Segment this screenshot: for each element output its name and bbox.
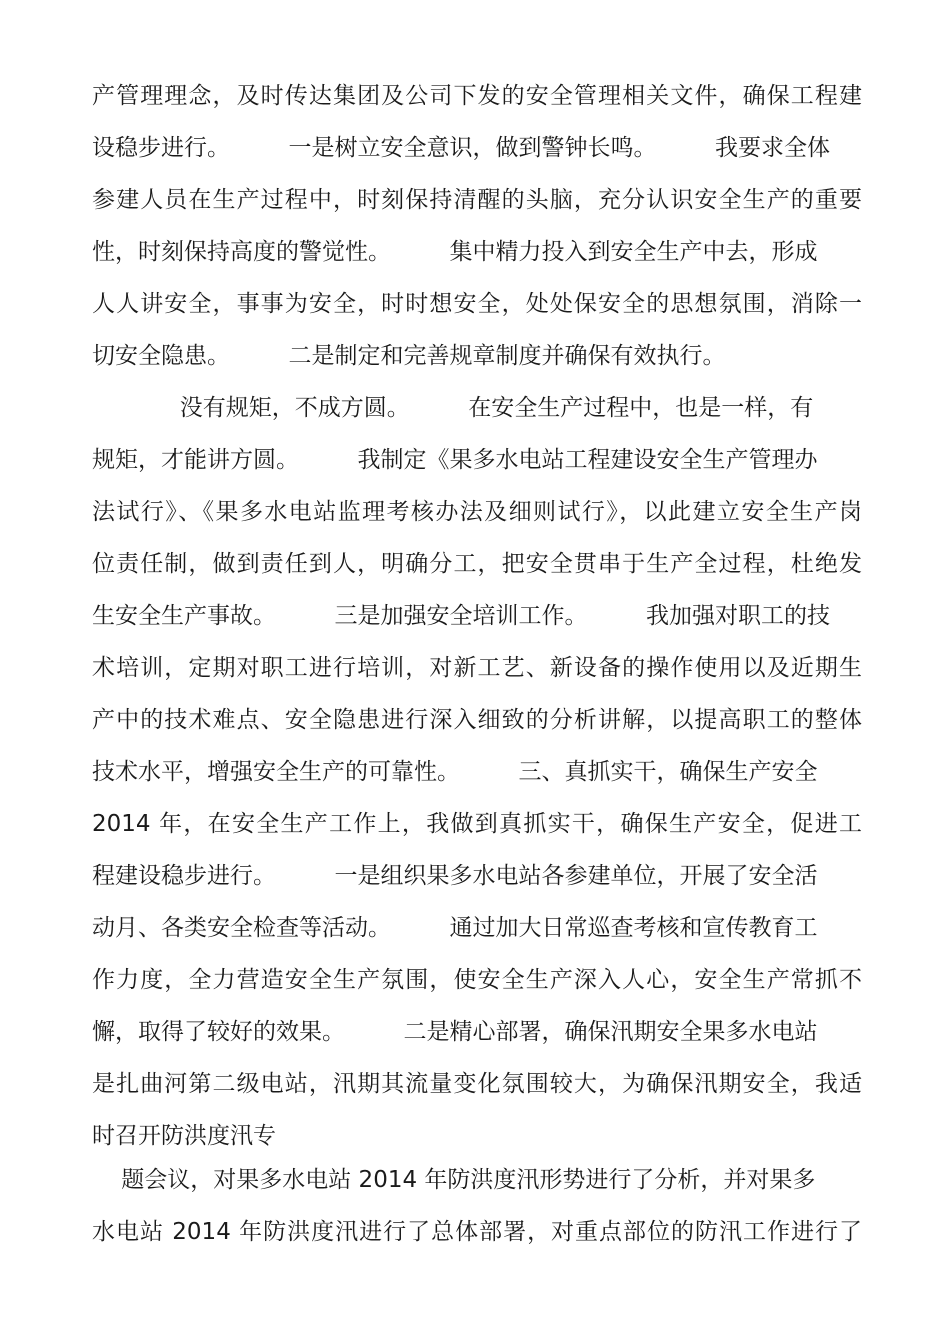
text-line: 作力度，全力营造安全生产氛围，使安全生产深入人心，安全生产常抓不 — [92, 967, 862, 993]
paragraph-safety-management — [92, 70, 862, 1162]
text-line: 动月、各类安全检查等活动。 通过加大日常巡查考核和宣传教育工 — [92, 915, 818, 941]
text-line: 设稳步进行。 一是树立安全意识，做到警钟长鸣。 我要求全体 — [92, 135, 830, 161]
text-line: 参建人员在生产过程中，时刻保持清醒的头脑，充分认识安全生产的重要 — [92, 187, 862, 213]
text-line: 是扎曲河第二级电站，汛期其流量变化氛围较大，为确保汛期安全，我适 — [92, 1071, 862, 1097]
text-line: 时召开防洪度汛专 — [92, 1123, 276, 1149]
text-line: 2014 年，在安全生产工作上，我做到真抓实干，确保生产安全，促进工 — [92, 811, 862, 837]
text-line: 性，时刻保持高度的警觉性。 集中精力投入到安全生产中去，形成 — [92, 239, 818, 265]
text-line: 题会议，对果多水电站 2014 年防洪度汛形势进行了分析，并对果多 — [92, 1167, 816, 1193]
text-line: 水电站 2014 年防洪度汛进行了总体部署，对重点部位的防汛工作进行了 — [92, 1219, 862, 1245]
text-line: 人人讲安全，事事为安全，时时想安全，处处保安全的思想氛围，消除一 — [92, 291, 862, 317]
paragraph-flood-control — [92, 1154, 862, 1258]
text-line: 术培训，定期对职工进行培训，对新工艺、新设备的操作使用以及近期生 — [92, 655, 862, 681]
text-line: 规矩，才能讲方圆。 我制定《果多水电站工程建设安全生产管理办 — [92, 447, 818, 473]
text-line: 生安全生产事故。 三是加强安全培训工作。 我加强对职工的技 — [92, 603, 830, 629]
text-line: 法试行》、《果多水电站监理考核办法及细则试行》，以此建立安全生产岗 — [92, 499, 862, 525]
text-line: 程建设稳步进行。 一是组织果多水电站各参建单位，开展了安全活 — [92, 863, 818, 889]
text-line: 技术水平，增强安全生产的可靠性。 三、真抓实干，确保生产安全 — [92, 759, 818, 785]
text-line: 没有规矩，不成方圆。 在安全生产过程中，也是一样，有 — [92, 395, 814, 421]
text-line: 切安全隐患。 二是制定和完善规章制度并确保有效执行。 — [92, 343, 726, 369]
text-line: 位责任制，做到责任到人，明确分工，把安全贯串于生产全过程，杜绝发 — [92, 551, 862, 577]
text-line: 产管理理念，及时传达集团及公司下发的安全管理相关文件，确保工程建 — [92, 83, 862, 109]
text-line: 懈，取得了较好的效果。 二是精心部署，确保汛期安全果多水电站 — [92, 1019, 818, 1045]
text-line: 产中的技术难点、安全隐患进行深入细致的分析讲解，以提高职工的整体 — [92, 707, 862, 733]
